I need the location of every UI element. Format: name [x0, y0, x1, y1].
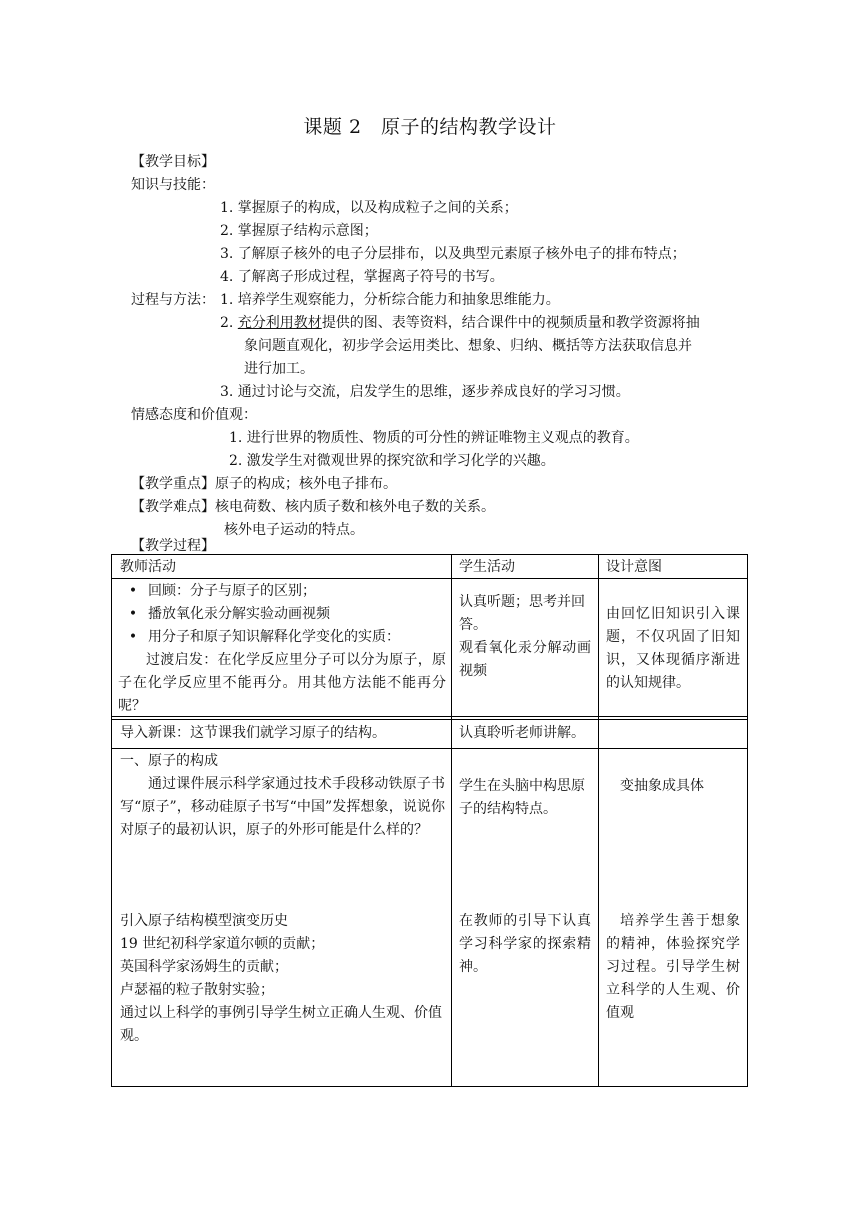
process-item-rest: 提供的图、表等资料，结合课件中的视频质量和教学资源将抽 — [321, 315, 700, 331]
process-item-line: 进行加工。 — [244, 361, 314, 377]
process-item: 1. 培养学生观察能力，分析综合能力和抽象思维能力。 — [220, 292, 560, 308]
row-divider — [112, 719, 747, 720]
process-item-prefix: 2. — [220, 315, 238, 331]
design-intent-text: 培养学生善于想象的精神，体验探究学习过程。引导学生树立科学的人生观、价值观 — [606, 913, 740, 1021]
difficulty-label: 【教学难点】 — [131, 499, 215, 515]
column-divider — [451, 555, 452, 1086]
row-divider — [112, 748, 747, 749]
bullet-item: • 播放氧化汞分解实验动画视频 — [118, 603, 446, 626]
transition-text: 过渡启发：在化学反应里分子可以分为原子，原子在化学反应里不能再分。用其他方法能不能再分呢？ — [118, 652, 446, 714]
key-point-text: 原子的构成；核外电子排布。 — [215, 476, 397, 492]
emotion-item: 1. 进行世界的物质性、物质的可分性的辨证唯物主义观点的教育。 — [229, 430, 639, 446]
student-activity-text: 认真听题；思考并回答。 — [459, 594, 585, 633]
student-activity-cell — [459, 591, 591, 683]
teacher-activity-cell — [120, 750, 445, 842]
difficulty — [131, 497, 495, 517]
objectives-header: 【教学目标】 — [131, 154, 215, 170]
student-activity-text: 观看氧化汞分解动画视频 — [459, 640, 591, 679]
teacher-activity-cell — [118, 580, 446, 718]
teaching-process-table — [111, 554, 748, 1087]
knowledge-item: 1. 掌握原子的构成，以及构成粒子之间的关系； — [220, 200, 518, 216]
process-item-line: 象问题直观化，初步学会运用类比、想象、归纳、概括等方法获取信息并 — [244, 338, 692, 354]
bullet-item: • 用分子和原子知识解释化学变化的实质： — [118, 626, 446, 649]
design-intent-text: 由回忆旧知识引入课题，不仅巩固了旧知识，又体现循序渐进的认知规律。 — [606, 606, 740, 691]
process-item: 3. 通过讨论与交流，启发学生的思维，逐步养成良好的学习习惯。 — [220, 384, 630, 400]
bullet-item: • 回顾：分子与原子的区别； — [118, 580, 446, 603]
history-line: 引入原子结构模型演变历史 — [120, 913, 288, 929]
difficulty-text-2: 核外电子运动的特点。 — [224, 522, 364, 538]
history-line: 英国科学家汤姆生的贡献； — [120, 959, 288, 975]
emotion-label: 情感态度和价值观： — [131, 407, 257, 423]
key-point-label: 【教学重点】 — [131, 476, 215, 492]
teacher-activity-text: 导入新课：这节课我们就学习原子的结构。 — [120, 725, 386, 741]
process-header: 【教学过程】 — [131, 538, 215, 554]
history-line: 通过以上科学的事例引导学生树立正确人生观、价值观。 — [120, 1005, 442, 1044]
column-divider — [598, 555, 599, 1086]
process-label: 过程与方法： — [131, 292, 215, 308]
difficulty-text: 核电荷数、核内质子数和核外电子数的关系。 — [215, 499, 495, 515]
knowledge-label: 知识与技能： — [131, 177, 215, 193]
key-point — [131, 474, 397, 494]
process-item — [220, 313, 700, 333]
history-line: 卢瑟福的粒子散射实验； — [120, 982, 274, 998]
section-paragraph: 通过课件展示科学家通过技术手段移动铁原子书写“原子”，移动硅原子书写“中国”发挥想象，说说你对原子的最初认识，原子的外形可能是什么样的？ — [120, 776, 445, 838]
column-header-teacher: 教师活动 — [120, 559, 176, 575]
design-intent-text: 变抽象成具体 — [620, 778, 704, 794]
page-title: 课题 2 原子的结构教学设计 — [303, 116, 557, 138]
underlined-text: 充分利用教材 — [237, 315, 322, 331]
student-activity-text: 认真聆听老师讲解。 — [459, 725, 585, 741]
emotion-item: 2. 激发学生对微观世界的探究欲和学习化学的兴趣。 — [229, 453, 555, 469]
student-activity-text: 在教师的引导下认真学习科学家的探索精神。 — [459, 913, 591, 975]
history-line: 19 世纪初科学家道尔顿的贡献； — [120, 936, 325, 952]
knowledge-item: 2. 掌握原子结构示意图； — [220, 223, 378, 239]
student-activity-text: 学生在头脑中构思原子的结构特点。 — [459, 778, 585, 817]
column-header-student: 学生活动 — [459, 559, 515, 575]
section-heading: 一、原子的构成 — [120, 753, 218, 769]
knowledge-item: 3. 了解原子核外的电子分层排布，以及典型元素原子核外电子的排布特点； — [220, 246, 686, 262]
knowledge-item: 4. 了解离子形成过程，掌握离子符号的书写。 — [220, 269, 504, 285]
column-header-intent: 设计意图 — [606, 559, 662, 575]
history-list — [120, 910, 445, 1048]
